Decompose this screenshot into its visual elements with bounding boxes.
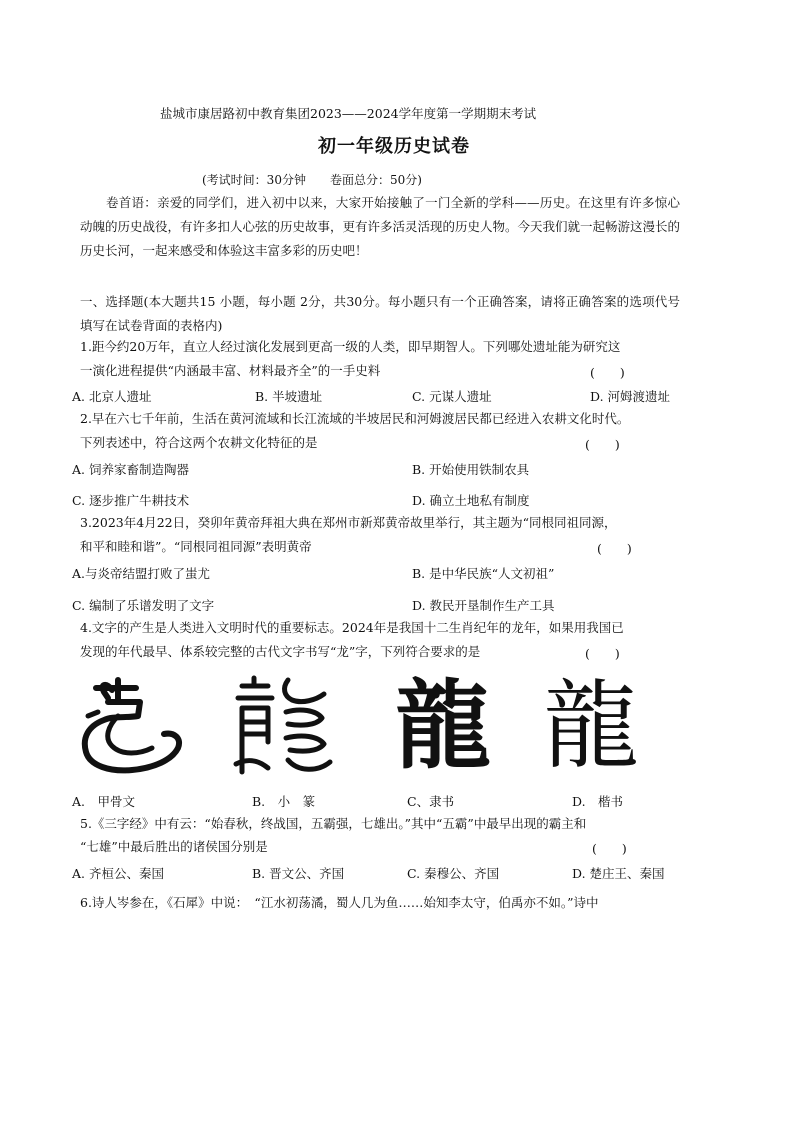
q1-answer-paren: ( ) — [590, 365, 625, 380]
q5-answer-paren: ( ) — [592, 841, 627, 856]
q1-option-c: C. 元谋人遗址 — [412, 389, 492, 404]
q2-stem-line1: 2.早在六七千年前，生活在黄河流域和长江流域的半坡居民和河姆渡居民都已经进入农耕文化时代。 — [80, 411, 630, 426]
q3-option-b: B. 是中华民族“人文初祖” — [412, 566, 555, 581]
regular-dragon-glyph: 龍 — [543, 670, 639, 782]
section-heading: 一、选择题(本大题共15 小题，每小题 2分，共30分。每小题只有一个正确答案，请将正确答案的选项代号填写在试卷背面的表格内) — [80, 294, 680, 333]
q4-answer-paren: ( ) — [585, 646, 620, 661]
dragon-glyph-row — [78, 672, 638, 782]
q2-answer-paren: ( ) — [585, 437, 620, 452]
q3-option-a: A.与炎帝结盟打败了蚩尤 — [72, 566, 211, 581]
q5-stem-line1: 5.《三字经》中有云：“始春秋，终战国，五霸强，七雄出。”其中“五霸”中最早出现的霸主和 — [80, 816, 587, 831]
q4-option-b: B. 小 篆 — [252, 794, 316, 809]
oracle-bone-dragon-glyph — [78, 672, 183, 780]
q3-stem-line1: 3.2023年4月22日，癸卯年黄帝拜祖大典在郑州市新郑黄帝故里举行，其主题为“同根同祖同源， — [80, 515, 617, 530]
preface-paragraph: 卷首语：亲爱的同学们，进入初中以来，大家开始接触了一门全新的学科——历史。在这里有许多惊心动魄的历史战役，有许多扣人心弦的历史故事，更有许多活灵活现的历史人物。今天我们就一起畅游这漫长的历史长河，一起来感受和体验这丰富多彩的历史吧！ — [80, 195, 681, 258]
q2-option-d: D. 确立土地私有制度 — [412, 493, 530, 508]
q3-stem-line2: 和平和睦和谐”。“同根同祖同源”表明黄帝 — [80, 539, 312, 554]
clerical-dragon-glyph: 龍 — [395, 670, 491, 782]
q1-stem-line2: 一演化进程提供“内涵最丰富、材料最齐全”的一手史料 — [80, 363, 381, 378]
small-seal-dragon-glyph — [228, 672, 338, 780]
q5-option-a: A. 齐桓公、秦国 — [72, 866, 164, 881]
q4-option-a: A. 甲骨文 — [72, 794, 136, 809]
q1-option-a: A. 北京人遗址 — [72, 389, 152, 404]
q2-option-c: C. 逐步推广牛耕技术 — [72, 493, 190, 508]
page-title: 初一年级历史试卷 — [318, 136, 470, 157]
q4-option-d: D. 楷书 — [572, 794, 624, 809]
q1-option-d: D. 河姆渡遗址 — [590, 389, 671, 404]
exam-info: (考试时间：30分钟 卷面总分：50分) — [202, 173, 422, 187]
q1-stem-line1: 1.距今约20万年，直立人经过演化发展到更高一级的人类，即早期智人。下列哪处遗址能为研究这 — [80, 339, 621, 354]
q5-option-b: B. 晋文公、齐国 — [252, 866, 345, 881]
q3-answer-paren: ( ) — [597, 541, 632, 556]
q4-stem-line1: 4.文字的产生是人类进入文明时代的重要标志。2024年是我国十二生肖纪年的龙年，如果用我国已 — [80, 620, 624, 635]
q2-stem-line2: 下列表述中，符合这两个农耕文化特征的是 — [80, 435, 318, 450]
q5-stem-line2: “七雄”中最后胜出的诸侯国分别是 — [80, 839, 268, 854]
q3-option-c: C. 编制了乐谱发明了文字 — [72, 598, 215, 613]
school-exam-header: 盐城市康居路初中教育集团2023——2024学年度第一学期期末考试 — [160, 106, 537, 121]
q4-option-c: C、隶书 — [407, 794, 455, 809]
q5-option-c: C. 秦穆公、齐国 — [407, 866, 500, 881]
q4-stem-line2: 发现的年代最早、体系较完整的古代文字书写“龙”字，下列符合要求的是 — [80, 644, 481, 659]
q2-option-a: A. 饲养家畜制造陶器 — [72, 462, 189, 477]
q2-option-b: B. 开始使用铁制农具 — [412, 462, 530, 477]
q5-option-d: D. 楚庄王、秦国 — [572, 866, 665, 881]
q3-option-d: D. 教民开垦制作生产工具 — [412, 598, 555, 613]
q6-stem-line1: 6.诗人岑参在，《石犀》中说： “江水初荡潏，蜀人几为鱼……始知李太守，伯禹亦不如。”诗中 — [80, 895, 599, 910]
q1-option-b: B. 半坡遗址 — [255, 389, 323, 404]
